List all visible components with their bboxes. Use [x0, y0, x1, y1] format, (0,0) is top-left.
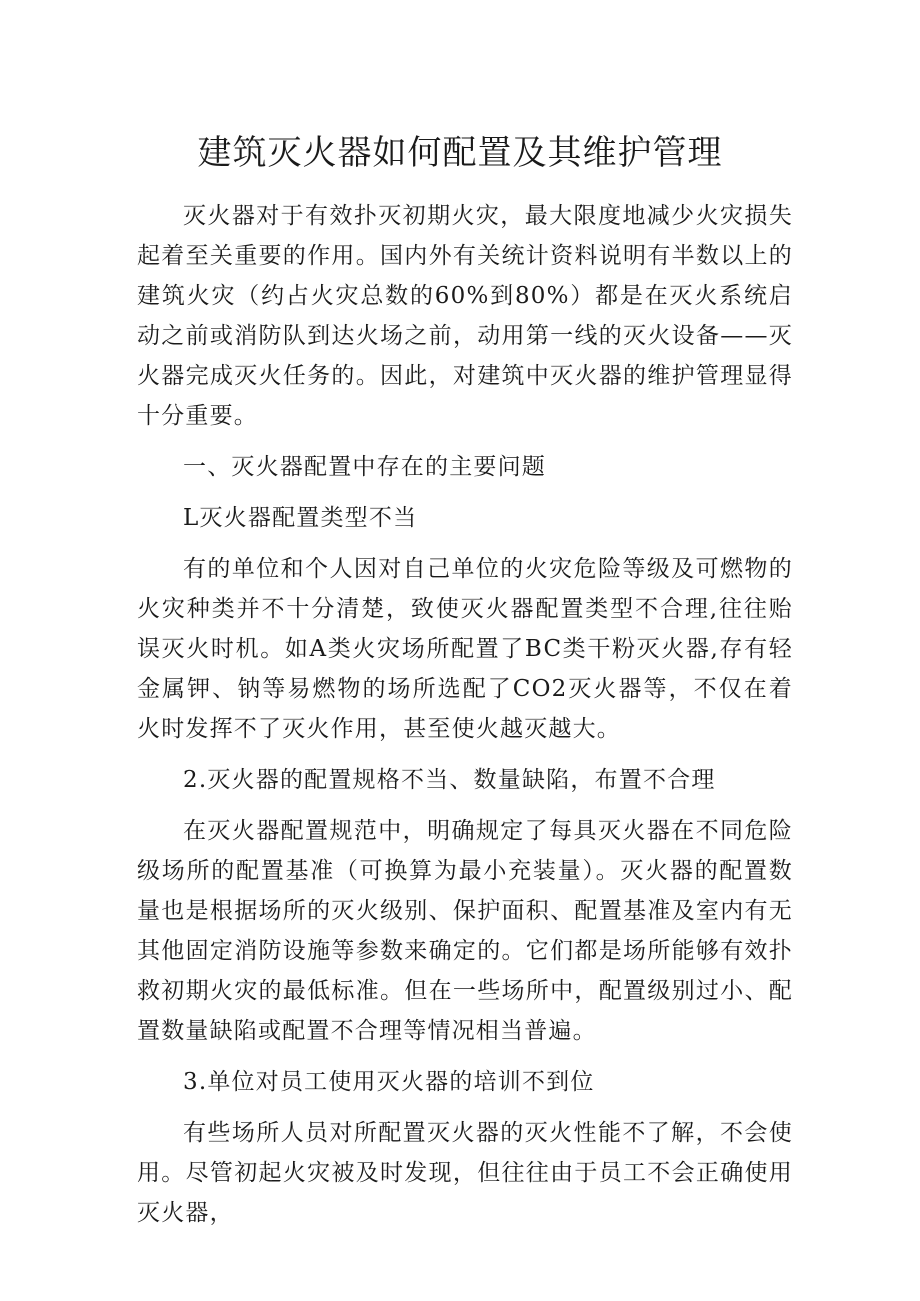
document-title: 建筑灭火器如何配置及其维护管理: [197, 133, 723, 173]
subsection-heading-1: L灭火器配置类型不当: [183, 505, 418, 531]
paragraph-type-issue: 有的单位和个人因对自己单位的火灾危险等级及可燃物的火灾种类并不十分清楚，致使灭火器配置类型不合理,往往贻误灭火时机。如A类火灾场所配置了BC类干粉灭火器,存有轻金属钾、钠等易燃物的场所选配了CO2灭火器等，不仅在着火时发挥不了灭火作用，甚至使火越灭越大。: [137, 556, 793, 742]
document-body: [137, 196, 793, 1233]
paragraph-training-issue: 有些场所人员对所配置灭火器的灭火性能不了解，不会使用。尽管初起火灾被及时发现，但往往由于员工不会正确使用灭火器，: [137, 1120, 793, 1226]
subsection-heading-3: 3.单位对员工使用灭火器的培训不到位: [183, 1069, 595, 1095]
section-heading-1: 一、灭火器配置中存在的主要问题: [183, 454, 546, 480]
paragraph-spec-issue: 在灭火器配置规范中，明确规定了每具灭火器在不同危险级场所的配置基准（可换算为最小充装量）。灭火器的配置数量也是根据场所的灭火级别、保护面积、配置基准及室内有无其他固定消防设施等参数来确定的。它们都是场所能够有效扑救初期火灾的最低标准。但在一些场所中，配置级别过小、配置数量缺陷或配置不合理等情况相当普遍。: [137, 818, 793, 1044]
paragraph-intro: 灭火器对于有效扑灭初期火灾，最大限度地减少火灾损失起着至关重要的作用。国内外有关统计资料说明有半数以上的建筑火灾（约占火灾总数的60%到80%）都是在灭火系统启动之前或消防队到达火场之前，动用第一线的灭火设备——灭火器完成灭火任务的。因此，对建筑中灭火器的维护管理显得十分重要。: [137, 203, 793, 429]
subsection-heading-2: 2.灭火器的配置规格不当、数量缺陷，布置不合理: [183, 767, 716, 793]
